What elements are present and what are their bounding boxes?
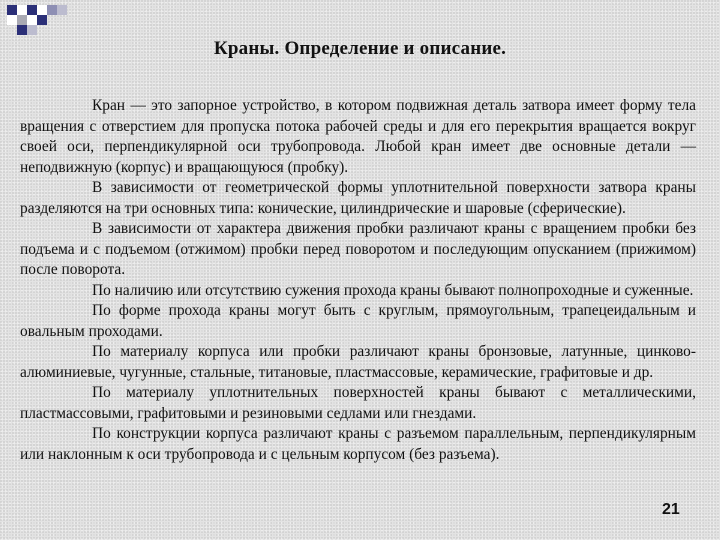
body-paragraph: В зависимости от характера движения пробки различают краны с вращением пробки без подъема и с подъемом (отжимом) пробки перед поворотом и последующим опусканием (прижимом) после поворота. (20, 220, 696, 278)
body-paragraph: Кран — это запорное устройство, в котором подвижная деталь затвора имеет форму тела вращения с отверстием для пропуска потока рабочей среды и для его перекрытия вращается вокруг своей оси, перпендикулярной оси трубопровода. Любой кран имеет две основные детали — неподвижную (корпус) и вращающуюся (пробку). (20, 97, 696, 176)
deco-square (17, 25, 27, 35)
body-paragraph: По материалу уплотнительных поверхностей краны бывают с металлическими, пластмассовыми, графитовыми и резиновыми седлами или гнездами. (20, 384, 696, 422)
body-paragraph: По форме прохода краны могут быть с круглым, прямоугольным, трапецеидальным и овальным проходами. (20, 302, 696, 340)
deco-square (17, 5, 27, 15)
deco-square (27, 25, 37, 35)
deco-square (37, 15, 47, 25)
deco-square (7, 15, 17, 25)
page-number: 21 (662, 501, 680, 518)
deco-square (47, 5, 57, 15)
slide-title: Краны. Определение и описание. (213, 38, 507, 59)
deco-square (17, 15, 27, 25)
deco-square (7, 5, 17, 15)
slide-body (20, 96, 696, 465)
deco-square (27, 15, 37, 25)
body-paragraph: По конструкции корпуса различают краны с разъемом параллельным, перпендикулярным или наклонным к оси трубопровода и с цельным корпусом (без разъема). (20, 425, 696, 463)
deco-square (27, 5, 37, 15)
deco-square (37, 5, 47, 15)
deco-square (57, 5, 67, 15)
body-paragraph: По материалу корпуса или пробки различают краны бронзовые, латунные, цинково-алюминиевые, чугунные, стальные, титановые, пластмассовые, керамические, графитовые и др. (20, 343, 696, 381)
body-paragraph: В зависимости от геометрической формы уплотнительной поверхности затвора краны разделяются на три основных типа: конические, цилиндрические и шаровые (сферические). (20, 179, 696, 217)
body-paragraph: По наличию или отсутствию сужения прохода краны бывают полнопроходные и суженные. (92, 281, 694, 299)
decorative-squares (0, 0, 720, 40)
